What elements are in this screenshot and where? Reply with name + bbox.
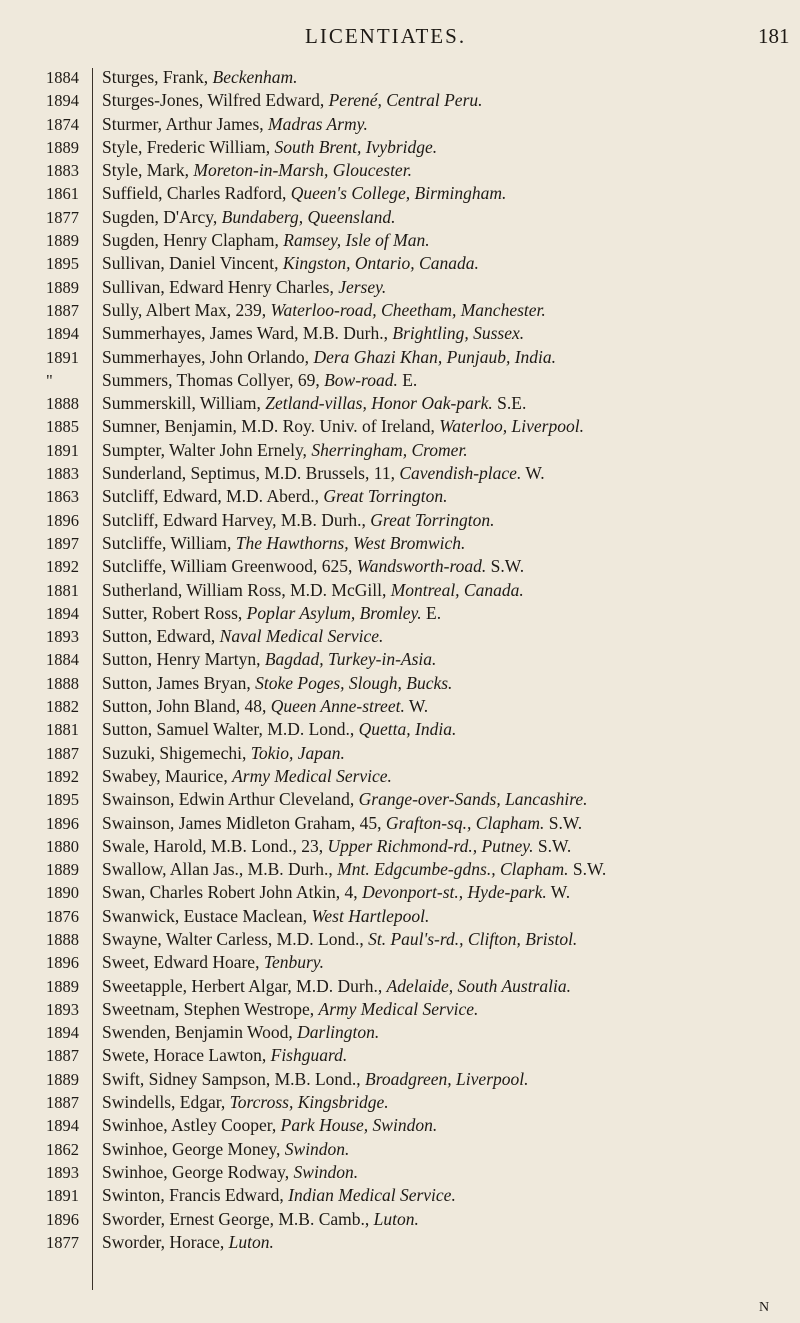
entry-text	[102, 462, 800, 485]
entry-text	[102, 812, 800, 835]
entry-year: 1896	[46, 1209, 79, 1229]
entry-year: 1881	[46, 580, 79, 600]
list-item	[0, 718, 800, 741]
entry-name: Style, Frederic William,	[102, 136, 275, 157]
entry-name: Summerskill, William,	[102, 393, 266, 414]
entry-address: Indian Medical Service.	[288, 1185, 456, 1206]
list-item	[0, 1068, 800, 1091]
entry-address: Moreton-in-Marsh, Gloucester.	[193, 160, 412, 181]
entry-year: 1896	[46, 510, 79, 530]
list-item	[0, 602, 800, 625]
entry-address: Brightling, Sussex.	[392, 323, 525, 344]
entry-year: 1888	[46, 394, 79, 414]
entry-name: Summerhayes, James Ward, M.B. Durh.,	[102, 323, 393, 344]
entry-name: Sugden, Henry Clapham,	[102, 230, 284, 251]
entry-name: Swainson, Edwin Arthur Cleveland,	[102, 789, 359, 810]
entry-year: "	[46, 370, 53, 390]
entry-name: Swinhoe, George Rodway,	[102, 1161, 294, 1182]
list-item	[0, 695, 800, 718]
entry-name: Swindells, Edgar,	[102, 1092, 230, 1113]
entry-name: Swayne, Walter Carless, M.D. Lond.,	[102, 928, 369, 949]
entry-name: Sutter, Robert Ross,	[102, 602, 247, 623]
entry-district: S.W.	[486, 556, 525, 577]
entry-year: 1889	[46, 231, 79, 251]
entry-text	[102, 625, 800, 648]
entry-address: Waterloo-road, Cheetham, Manchester.	[270, 299, 546, 320]
entry-name: Sutcliff, Edward Harvey, M.B. Durh.,	[102, 509, 371, 530]
entry-name: Swinton, Francis Edward,	[102, 1185, 289, 1206]
entry-name: Suffield, Charles Radford,	[102, 183, 291, 204]
list-item	[0, 742, 800, 765]
list-item	[0, 392, 800, 415]
entry-text	[102, 1114, 800, 1137]
entry-year: 1896	[46, 813, 79, 833]
entry-text	[102, 602, 800, 625]
signature-mark: N	[759, 1300, 770, 1315]
list-item	[0, 113, 800, 136]
entry-address: Dera Ghazi Khan, Punjaub, India.	[313, 346, 557, 367]
list-item	[0, 928, 800, 951]
entry-year: 1877	[46, 1232, 79, 1252]
entry-address: Park House, Swindon.	[280, 1115, 438, 1136]
entry-address: Swindon.	[293, 1161, 359, 1182]
entry-year: 1891	[46, 1186, 79, 1206]
list-item	[0, 346, 800, 369]
entry-text	[102, 206, 800, 229]
entry-address: Beckenham.	[212, 67, 298, 87]
entry-name: Sutton, Samuel Walter, M.D. Lond.,	[102, 719, 359, 740]
list-item	[0, 788, 800, 811]
entry-address: Waterloo, Liverpool.	[439, 416, 584, 437]
entry-year: 1889	[46, 137, 79, 157]
entry-year: 1896	[46, 953, 79, 973]
entry-year: 1888	[46, 929, 79, 949]
entry-name: Swinhoe, George Money,	[102, 1138, 285, 1159]
entry-name: Sweetapple, Herbert Algar, M.D. Durh.,	[102, 975, 387, 996]
entry-address: Tokio, Japan.	[250, 742, 345, 763]
entry-name: Sullivan, Edward Henry Charles,	[102, 276, 339, 297]
running-head	[0, 24, 800, 54]
entry-year: 1880	[46, 836, 79, 856]
entry-address: The Hawthorns, West Bromwich.	[235, 532, 466, 553]
entry-name: Swenden, Benjamin Wood,	[102, 1022, 298, 1043]
entry-address: Fishguard.	[270, 1045, 348, 1066]
entry-address: Tenbury.	[263, 952, 324, 973]
entry-name: Sutton, James Bryan,	[102, 672, 256, 693]
list-item	[0, 1208, 800, 1231]
entry-address: Cavendish-place.	[399, 463, 522, 484]
entry-year: 1889	[46, 277, 79, 297]
list-item	[0, 648, 800, 671]
entry-district: W.	[546, 882, 571, 903]
list-item	[0, 1114, 800, 1137]
entry-text	[102, 276, 800, 299]
entry-name: Swale, Harold, M.B. Lond., 23,	[102, 835, 328, 856]
entry-text	[102, 322, 800, 345]
list-item	[0, 975, 800, 998]
entry-address: Swindon.	[284, 1138, 350, 1159]
entry-district: S.W.	[568, 859, 607, 880]
entry-address: Luton.	[228, 1231, 274, 1252]
list-item	[0, 89, 800, 112]
list-item	[0, 1021, 800, 1044]
entry-name: Swabey, Maurice,	[102, 765, 233, 786]
entry-year: 1892	[46, 766, 79, 786]
entry-text	[102, 1208, 800, 1231]
entry-text	[102, 182, 800, 205]
entry-name: Sworder, Ernest George, M.B. Camb.,	[102, 1208, 374, 1229]
entry-name: Swainson, James Midleton Graham, 45,	[102, 812, 386, 833]
entry-address: St. Paul's-rd., Clifton, Bristol.	[368, 928, 578, 949]
entry-address: Bow-road.	[324, 369, 398, 390]
entry-name: Swete, Horace Lawton,	[102, 1045, 271, 1066]
list-item	[0, 625, 800, 648]
entry-name: Sullivan, Daniel Vincent,	[102, 253, 283, 274]
entry-name: Summers, Thomas Collyer, 69,	[102, 369, 325, 390]
entry-name: Swallow, Allan Jas., M.B. Durh.,	[102, 859, 338, 880]
entry-name: Swift, Sidney Sampson, M.B. Lond.,	[102, 1068, 366, 1089]
entry-year: 1881	[46, 720, 79, 740]
entry-text	[102, 951, 800, 974]
entry-address: Great Torrington.	[323, 486, 448, 507]
list-item	[0, 276, 800, 299]
list-item	[0, 579, 800, 602]
entry-year: 1893	[46, 627, 79, 647]
list-item	[0, 252, 800, 275]
entry-year: 1889	[46, 976, 79, 996]
entry-year: 1884	[46, 68, 79, 87]
entry-name: Sutcliffe, William Greenwood, 625,	[102, 556, 357, 577]
entry-year: 1889	[46, 1069, 79, 1089]
entry-text	[102, 555, 800, 578]
entry-text	[102, 66, 800, 89]
entry-name: Sworder, Horace,	[102, 1231, 229, 1252]
entry-year: 1894	[46, 603, 79, 623]
entry-address: Army Medical Service.	[318, 998, 479, 1019]
licentiate-list	[0, 66, 800, 1254]
list-item	[0, 299, 800, 322]
entry-year: 1876	[46, 906, 79, 926]
entry-address: Jersey.	[338, 276, 387, 297]
list-item	[0, 1044, 800, 1067]
entry-name: Sunderland, Septimus, M.D. Brussels, 11,	[102, 463, 400, 484]
entry-name: Sutton, Edward,	[102, 626, 220, 647]
entry-year: 1885	[46, 417, 79, 437]
entry-address: Grafton-sq., Clapham.	[385, 812, 545, 833]
entry-address: Montreal, Canada.	[390, 579, 524, 600]
entry-name: Sturges, Frank,	[102, 67, 213, 87]
entry-text	[102, 672, 800, 695]
entry-year: 1861	[46, 184, 79, 204]
entry-text	[102, 439, 800, 462]
entry-name: Sturmer, Arthur James,	[102, 113, 269, 134]
entry-year: 1897	[46, 533, 79, 553]
entry-text	[102, 136, 800, 159]
entry-text	[102, 1044, 800, 1067]
list-item	[0, 905, 800, 928]
entry-address: Poplar Asylum, Bromley.	[246, 602, 422, 623]
entry-year: 1863	[46, 487, 79, 507]
list-item	[0, 485, 800, 508]
list-item	[0, 1161, 800, 1184]
entry-text	[102, 415, 800, 438]
entry-text	[102, 881, 800, 904]
entry-address: Torcross, Kingsbridge.	[229, 1092, 389, 1113]
entry-address: Kingston, Ontario, Canada.	[282, 253, 479, 274]
entry-address: Madras Army.	[268, 113, 368, 134]
entry-text	[102, 695, 800, 718]
entry-name: Sumner, Benjamin, M.D. Roy. Univ. of Ireland,	[102, 416, 440, 437]
entry-text	[102, 718, 800, 741]
list-item	[0, 136, 800, 159]
entry-year: 1893	[46, 1162, 79, 1182]
entry-address: Perené, Central Peru.	[328, 90, 483, 111]
entry-text	[102, 1021, 800, 1044]
list-item	[0, 672, 800, 695]
entry-address: Devonport-st., Hyde-park.	[362, 882, 547, 903]
entry-text	[102, 252, 800, 275]
entry-name: Sumpter, Walter John Ernely,	[102, 439, 312, 460]
entry-name: Style, Mark,	[102, 160, 194, 181]
entry-name: Swan, Charles Robert John Atkin, 4,	[102, 882, 363, 903]
entry-text	[102, 975, 800, 998]
entry-name: Sugden, D'Arcy,	[102, 206, 222, 227]
entry-text	[102, 369, 800, 392]
entry-year: 1890	[46, 883, 79, 903]
entry-year: 1895	[46, 254, 79, 274]
entry-address: Quetta, India.	[358, 719, 457, 740]
entry-year: 1889	[46, 860, 79, 880]
entry-year: 1891	[46, 347, 79, 367]
entry-text	[102, 532, 800, 555]
list-item	[0, 1138, 800, 1161]
entry-address: Army Medical Service.	[232, 765, 392, 786]
entry-address: Darlington.	[297, 1022, 380, 1043]
entry-text	[102, 858, 800, 881]
entry-name: Sutcliff, Edward, M.D. Aberd.,	[102, 486, 324, 507]
list-item	[0, 66, 800, 89]
list-item	[0, 858, 800, 881]
list-item	[0, 182, 800, 205]
entry-address: Adelaide, South Australia.	[386, 975, 571, 996]
list-item	[0, 998, 800, 1021]
entry-district: E.	[397, 369, 418, 390]
entry-text	[102, 1091, 800, 1114]
entry-text	[102, 1068, 800, 1091]
entry-text	[102, 159, 800, 182]
entry-text	[102, 998, 800, 1021]
entry-name: Sutton, John Bland, 48,	[102, 696, 271, 717]
entry-text	[102, 1138, 800, 1161]
list-item	[0, 322, 800, 345]
entry-district: W.	[521, 463, 545, 484]
entry-text	[102, 113, 800, 136]
entry-year: 1887	[46, 1046, 79, 1066]
entry-address: Broadgreen, Liverpool.	[365, 1068, 529, 1089]
entry-text	[102, 509, 800, 532]
list-item	[0, 509, 800, 532]
list-item	[0, 812, 800, 835]
entry-year: 1887	[46, 300, 79, 320]
entry-text	[102, 905, 800, 928]
entry-text	[102, 1161, 800, 1184]
entry-year: 1883	[46, 161, 79, 181]
list-item	[0, 1231, 800, 1254]
entry-name: Sturges-Jones, Wilfred Edward,	[102, 90, 329, 111]
entry-text	[102, 928, 800, 951]
entry-year: 1862	[46, 1139, 79, 1159]
entry-name: Sutherland, William Ross, M.D. McGill,	[102, 579, 391, 600]
entry-district: S.W.	[544, 812, 583, 833]
entry-text	[102, 648, 800, 671]
entry-name: Sweet, Edward Hoare,	[102, 952, 264, 973]
list-item	[0, 835, 800, 858]
list-item	[0, 1184, 800, 1207]
entry-name: Sully, Albert Max, 239,	[102, 299, 271, 320]
entry-name: Sutton, Henry Martyn,	[102, 649, 265, 670]
entry-address: Mnt. Edgcumbe-gdns., Clapham.	[337, 859, 569, 880]
list-item	[0, 951, 800, 974]
list-item	[0, 881, 800, 904]
entry-year: 1888	[46, 673, 79, 693]
entry-address: Upper Richmond-rd., Putney.	[327, 835, 534, 856]
entry-address: South Brent, Ivybridge.	[274, 136, 438, 157]
entry-text	[102, 742, 800, 765]
entry-district: S.W.	[533, 835, 572, 856]
page-title: LICENTIATES.	[305, 24, 467, 48]
entry-year: 1894	[46, 1023, 79, 1043]
entry-text	[102, 229, 800, 252]
entry-district: S.E.	[492, 393, 527, 414]
entry-address: West Hartlepool.	[311, 905, 430, 926]
entry-name: Sweetnam, Stephen Westrope,	[102, 998, 319, 1019]
entry-text	[102, 579, 800, 602]
entry-address: Stoke Poges, Slough, Bucks.	[255, 672, 453, 693]
entry-year: 1893	[46, 999, 79, 1019]
entry-address: Queen Anne-street.	[270, 696, 405, 717]
entry-address: Bundaberg, Queensland.	[221, 206, 396, 227]
entry-name: Suzuki, Shigemechi,	[102, 742, 251, 763]
entry-year: 1887	[46, 743, 79, 763]
entry-text	[102, 392, 800, 415]
list-item	[0, 369, 800, 392]
entry-text	[102, 299, 800, 322]
entry-address: Great Torrington.	[370, 509, 495, 530]
entry-district: W.	[404, 696, 429, 717]
list-item	[0, 439, 800, 462]
list-item	[0, 555, 800, 578]
entry-text	[102, 765, 800, 788]
entry-text	[102, 1231, 800, 1254]
entry-text	[102, 1184, 800, 1207]
entry-name: Swanwick, Eustace Maclean,	[102, 905, 312, 926]
entry-year: 1894	[46, 91, 79, 111]
list-item	[0, 765, 800, 788]
entry-name: Summerhayes, John Orlando,	[102, 346, 314, 367]
entry-text	[102, 346, 800, 369]
list-item	[0, 1091, 800, 1114]
entry-year: 1891	[46, 440, 79, 460]
entry-text	[102, 835, 800, 858]
entry-year: 1883	[46, 464, 79, 484]
entry-year: 1892	[46, 557, 79, 577]
entry-address: Bagdad, Turkey-in-Asia.	[264, 649, 437, 670]
page-number: 181	[758, 24, 790, 48]
entry-address: Zetland-villas, Honor Oak-park.	[265, 393, 493, 414]
list-item	[0, 415, 800, 438]
entry-address: Luton.	[373, 1208, 419, 1229]
entry-name: Swinhoe, Astley Cooper,	[102, 1115, 281, 1136]
entry-year: 1877	[46, 207, 79, 227]
entry-year: 1882	[46, 697, 79, 717]
entry-year: 1895	[46, 790, 79, 810]
entry-name: Sutcliffe, William,	[102, 532, 236, 553]
entry-text	[102, 89, 800, 112]
entry-address: Sherringham, Cromer.	[311, 439, 468, 460]
list-item	[0, 159, 800, 182]
entry-address: Queen's College, Birmingham.	[290, 183, 507, 204]
list-item	[0, 206, 800, 229]
entry-address: Naval Medical Service.	[219, 626, 384, 647]
entry-year: 1894	[46, 1116, 79, 1136]
entry-year: 1884	[46, 650, 79, 670]
entry-year: 1894	[46, 324, 79, 344]
entry-address: Grange-over-Sands, Lancashire.	[358, 789, 588, 810]
entry-year: 1874	[46, 114, 79, 134]
entry-year: 1887	[46, 1093, 79, 1113]
entry-text	[102, 485, 800, 508]
entry-address: Ramsey, Isle of Man.	[283, 230, 430, 251]
entry-text	[102, 788, 800, 811]
list-item	[0, 462, 800, 485]
entry-district: E.	[421, 602, 442, 623]
list-item	[0, 229, 800, 252]
entry-address: Wandsworth-road.	[356, 556, 487, 577]
list-item	[0, 532, 800, 555]
